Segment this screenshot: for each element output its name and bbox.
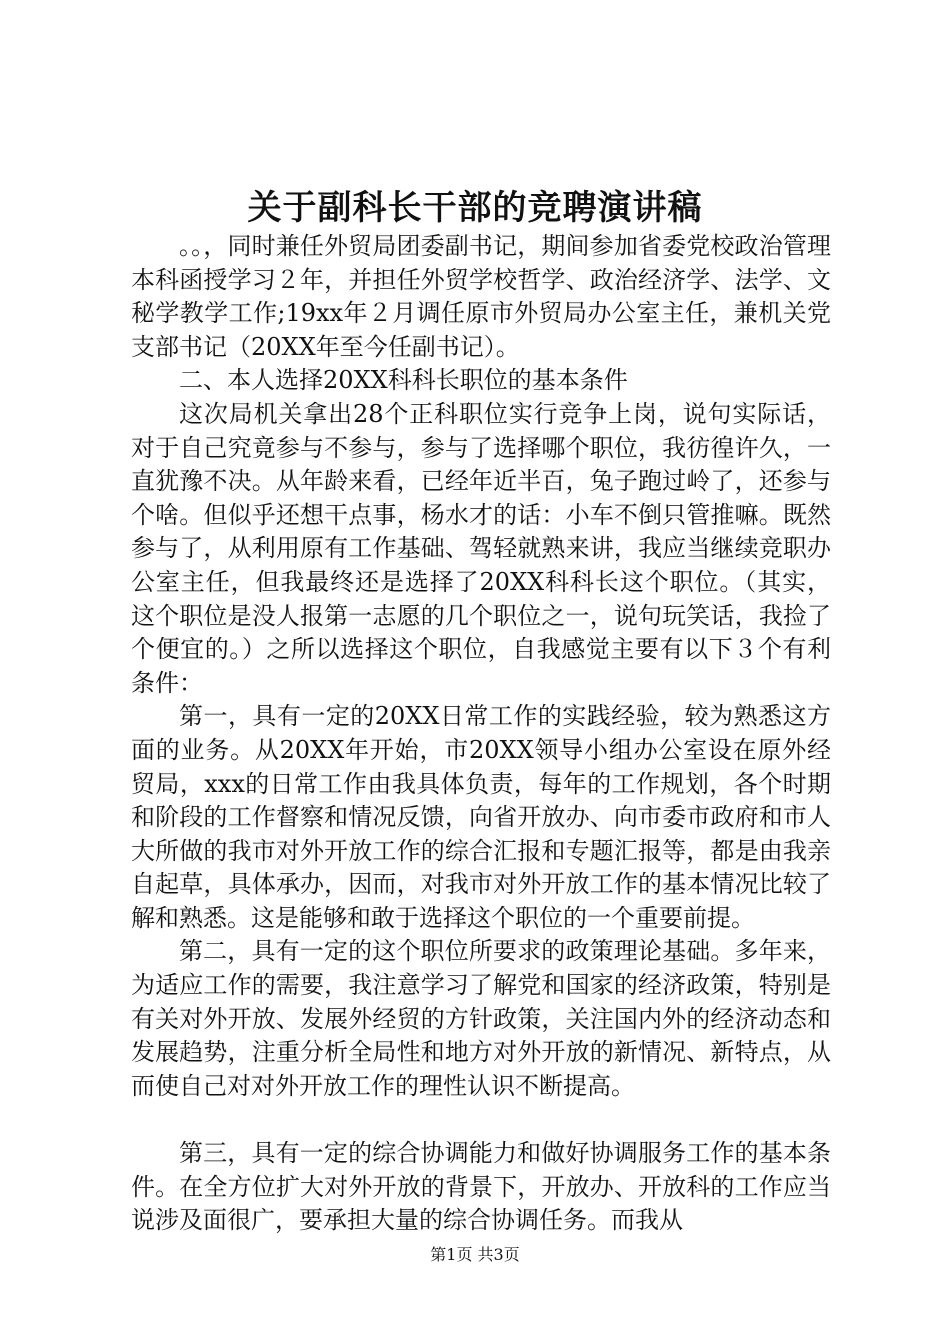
document-title: 关于副科长干部的竞聘演讲稿 xyxy=(247,188,703,228)
document-body xyxy=(131,230,831,1238)
paragraph-intro: 。。，同时兼任外贸局团委副书记，期间参加省委党校政治管理本科函授学习２年，并担任外贸学校哲学、政治经济学、法学、文秘学教学工作;19xx年２月调任原市外贸局办公室主任，兼机关党支部书记（20XX年至今任副书记）。 xyxy=(131,232,831,361)
page-number-footer: 第1页 共3页 xyxy=(430,1245,520,1264)
section-heading: 二、本人选择20XX科科长职位的基本条件 xyxy=(179,366,628,395)
paragraph-reason: 这次局机关拿出28个正科职位实行竞争上岗，说句实际话，对于自己究竟参与不参与，参与了选择哪个职位，我彷徨许久，一直犹豫不决。从年龄来看，已经年近半百，兔子跑过岭了，还参与个啥。但似乎还想干点事，杨水才的话：小车不倒只管推嘛。既然参与了，从利用原有工作基础、驾轻就熟来讲，我应当继续竞职办公室主任，但我最终还是选择了20XX科科长这个职位。（其实，这个职位是没人报第一志愿的几个职位之一，说句玩笑话，我捡了个便宜的。）之所以选择这个职位，自我感觉主要有以下３个有利条件： xyxy=(131,399,831,697)
paragraph-first-condition: 第一，具有一定的20XX日常工作的实践经验，较为熟悉这方面的业务。从20XX年开始，市20XX领导小组办公室设在原外经贸局，xxx的日常工作由我具体负责，每年的工作规划，各个时期和阶段的工作督察和情况反馈，向省开放办、向市委市政府和市人大所做的我市对外开放工作的综合汇报和专题汇报等，都是由我亲自起草，具体承办，因而，对我市对外开放工作的基本情况比较了解和熟悉。这是能够和敢于选择这个职位的一个重要前提。 xyxy=(131,702,831,932)
paragraph-second-condition: 第二，具有一定的这个职位所要求的政策理论基础。多年来，为适应工作的需要，我注意学习了解党和国家的经济政策，特别是有关对外开放、发展外经贸的方针政策，关注国内外的经济动态和发展趋势，注重分析全局性和地方对外开放的新情况、新特点，从而使自己对对外开放工作的理性认识不断提高。 xyxy=(131,937,831,1100)
paragraph-third-condition: 第三，具有一定的综合协调能力和做好协调服务工作的基本条件。在全方位扩大对外开放的背景下，开放办、开放科的工作应当说涉及面很广，要承担大量的综合协调任务。而我从 xyxy=(131,1139,831,1235)
